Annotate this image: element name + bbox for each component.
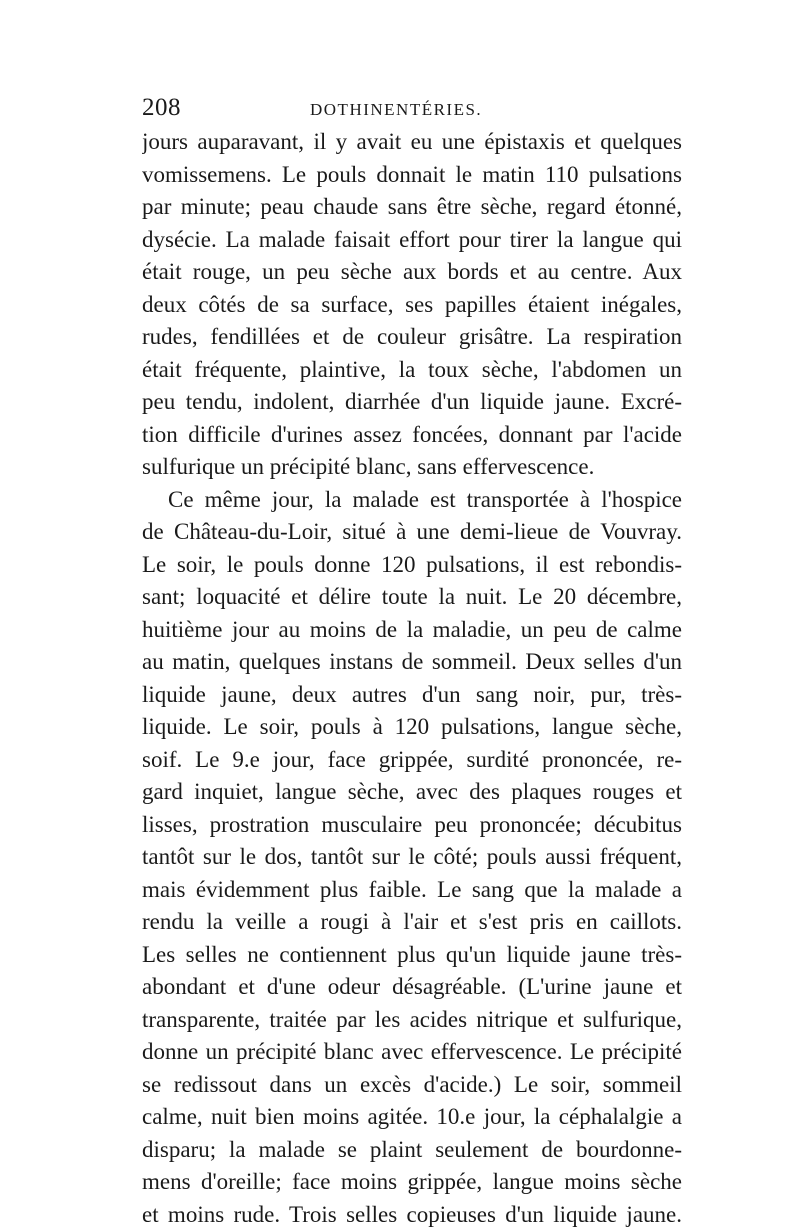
body-text <box>142 126 682 1231</box>
text-line: disparu; la malade se plaint seulement de bourdonne- <box>142 1134 682 1167</box>
running-head <box>142 92 682 124</box>
text-line: huitième jour au moins de la maladie, un peu de calme <box>142 614 682 647</box>
text-line: rudes, fendillées et de couleur grisâtre. La respiration <box>142 321 682 354</box>
text-line: tantôt sur le dos, tantôt sur le côté; pouls aussi fréquent, <box>142 841 682 874</box>
text-line: et moins rude. Trois selles copieuses d'un liquide jaune. <box>142 1199 682 1231</box>
text-line: au matin, quelques instans de sommeil. Deux selles d'un <box>142 646 682 679</box>
text-line: par minute; peau chaude sans être sèche, regard étonné, <box>142 191 682 224</box>
text-line: gard inquiet, langue sèche, avec des plaques rouges et <box>142 776 682 809</box>
text-line: sant; loquacité et délire toute la nuit. Le 20 décembre, <box>142 581 682 614</box>
text-line: sulfurique un précipité blanc, sans effervescence. <box>142 451 682 484</box>
text-line: abondant et d'une odeur désagréable. (L'urine jaune et <box>142 971 682 1004</box>
text-line: rendu la veille a rougi à l'air et s'est pris en caillots. <box>142 906 682 939</box>
text-line: liquide. Le soir, pouls à 120 pulsations, langue sèche, <box>142 711 682 744</box>
text-line: se redissout dans un excès d'acide.) Le soir, sommeil <box>142 1069 682 1102</box>
text-line: Le soir, le pouls donne 120 pulsations, il est rebondis- <box>142 549 682 582</box>
text-line: lisses, prostration musculaire peu prononcée; décubitus <box>142 809 682 842</box>
text-line: était fréquente, plaintive, la toux sèche, l'abdomen un <box>142 354 682 387</box>
text-line: peu tendu, indolent, diarrhée d'un liquide jaune. Excré- <box>142 386 682 419</box>
text-line: mens d'oreille; face moins grippée, langue moins sèche <box>142 1166 682 1199</box>
text-line: calme, nuit bien moins agitée. 10.e jour, la céphalalgie a <box>142 1101 682 1134</box>
text-line: Les selles ne contiennent plus qu'un liquide jaune très- <box>142 939 682 972</box>
text-line: liquide jaune, deux autres d'un sang noir, pur, très- <box>142 679 682 712</box>
running-title: DOTHINENTÉRIES. <box>310 96 482 124</box>
text-line: tion difficile d'urines assez foncées, donnant par l'acide <box>142 419 682 452</box>
text-line: mais évidemment plus faible. Le sang que la malade a <box>142 874 682 907</box>
page-number: 208 <box>142 92 181 124</box>
text-line: deux côtés de sa surface, ses papilles étaient inégales, <box>142 289 682 322</box>
text-line: de Château-du-Loir, situé à une demi-lieue de Vouvray. <box>142 516 682 549</box>
text-line: jours auparavant, il y avait eu une épistaxis et quelques <box>142 126 682 159</box>
text-line: soif. Le 9.e jour, face grippée, surdité prononcée, re- <box>142 744 682 777</box>
text-line: transparente, traitée par les acides nitrique et sulfurique, <box>142 1004 682 1037</box>
paragraph-start-line: Ce même jour, la malade est transportée à l'hospice <box>142 484 682 517</box>
text-line: donne un précipité blanc avec effervescence. Le précipité <box>142 1036 682 1069</box>
text-line: était rouge, un peu sèche aux bords et au centre. Aux <box>142 256 682 289</box>
text-line: dysécie. La malade faisait effort pour tirer la langue qui <box>142 224 682 257</box>
text-line: vomissemens. Le pouls donnait le matin 110 pulsations <box>142 159 682 192</box>
